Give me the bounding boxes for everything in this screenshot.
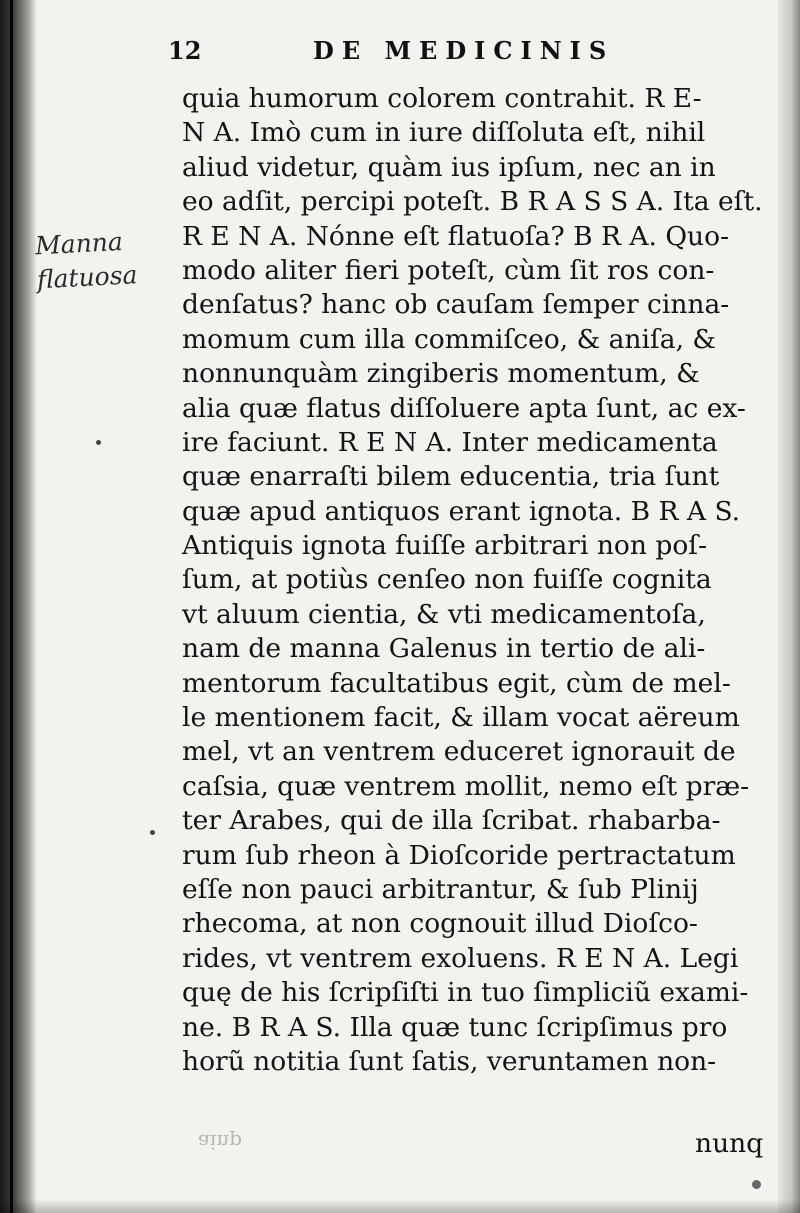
catchword: nunq: [695, 1128, 764, 1159]
text-line: rum ſub rheon à Dioſcoride pertractatum: [182, 839, 736, 871]
text-line: modo aliter fieri poteſt, cùm ſit ros con-: [182, 254, 715, 286]
text-line: horũ notitia ſunt ſatis, veruntamen non-: [182, 1045, 717, 1077]
text-line: Antiquis ignota fuiſſe arbitrari non poſ-: [182, 530, 708, 562]
text-line: eſſe non pauci arbitrantur, & ſub Plinij: [182, 873, 699, 905]
text-line: momum cum illa commiſceo, & aniſa, &: [182, 323, 716, 355]
handwritten-marginal-note: [34, 223, 167, 298]
text-line: rides, vt ventrem exoluens. R E N A. Legi: [182, 942, 739, 974]
text-line: nam de manna Galenus in tertio de ali-: [182, 633, 706, 665]
text-line: rhecoma, at non cognouit illud Dioſco-: [182, 908, 698, 940]
text-line: quę de his ſcripſiſti in tuo ſimpliciũ exami-: [182, 977, 749, 1009]
text-line: quæ enarraſti bilem educentia, tria ſunt: [182, 461, 720, 493]
ink-speck: [150, 830, 155, 835]
text-line: eo adſit, percipi poteſt. B R A S S A. Ita eſt.: [182, 186, 763, 218]
marginal-note-line: flatuosa: [36, 260, 139, 295]
text-line: caſsia, quæ ventrem mollit, nemo eſt præ-: [182, 770, 750, 802]
text-line: ne. B R A S. Illa quæ tunc ſcripſimus pro: [182, 1011, 728, 1043]
page-edge-shadow: [778, 0, 800, 1213]
text-line: R E N A. Nónne eſt flatuoſa? B R A. Quo-: [182, 220, 730, 252]
marginal-note-line: Manna: [34, 226, 124, 261]
body-text: [182, 82, 772, 1079]
text-line: mel, vt an ventrem educeret ignorauit de: [182, 736, 736, 768]
text-line: nonnunquàm zingiberis momentum, &: [182, 358, 700, 390]
text-line: vt aluum cientia, & vti medicamentoſa,: [182, 598, 706, 630]
text-line: quia humorum colorem contrahit. R E-: [182, 83, 702, 114]
running-title: DE MEDICINIS: [313, 36, 615, 65]
text-line: alia quæ flatus diſſoluere apta ſunt, ac ex-: [182, 392, 746, 424]
bottom-edge-shadow: [0, 1199, 800, 1213]
page-number: 12: [168, 36, 202, 65]
text-line: le mentionem facit, & illam vocat aëreum: [182, 702, 740, 734]
binding-edge: [10, 0, 13, 1213]
bleed-through-text: ainp: [198, 1130, 243, 1154]
text-line: quæ apud antiquos erant ignota. B R A S.: [182, 495, 741, 527]
text-line: denſatus? hanc ob cauſam ſemper cinna-: [182, 289, 730, 321]
ink-speck: [96, 440, 101, 445]
ink-speck: [752, 1180, 761, 1189]
book-binding-shadow: [0, 0, 36, 1213]
text-line: aliud videtur, quàm ius ipſum, nec an in: [182, 151, 716, 183]
text-line: mentorum facultatibus egit, cùm de mel-: [182, 667, 731, 699]
text-line: ſum, at potiùs cenſeo non fuiſſe cognita: [182, 564, 712, 596]
text-line: N A. Imò cum in iure diſſoluta eſt, nihil: [182, 117, 706, 149]
text-line: ter Arabes, qui de illa ſcribat. rhabarba-: [182, 805, 721, 837]
text-line: ire faciunt. R E N A. Inter medicamenta: [182, 426, 718, 458]
